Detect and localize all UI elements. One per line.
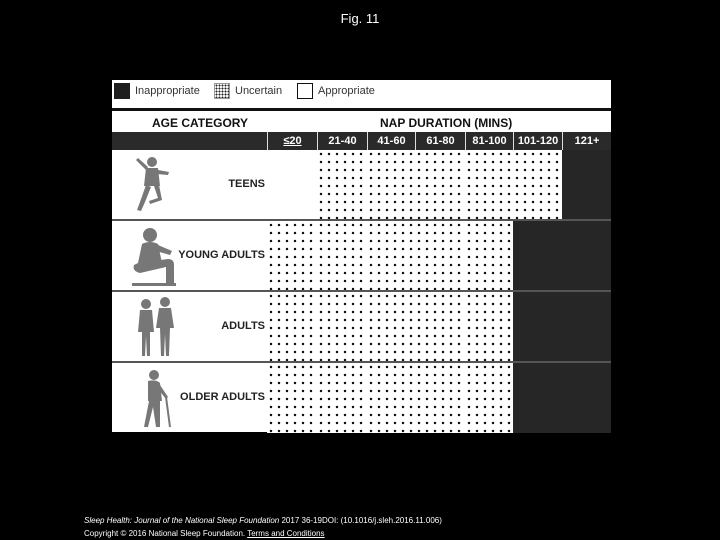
rating-cell-inappropriate bbox=[562, 150, 611, 220]
nap-duration-header: NAP DURATION (MINS) bbox=[380, 116, 513, 130]
rating-cell-uncertain bbox=[267, 292, 317, 362]
journal-name: Sleep Health: Journal of the National Sleep Foundation bbox=[84, 516, 280, 525]
legend-label: Inappropriate bbox=[135, 85, 200, 97]
rating-cell-inappropriate bbox=[562, 363, 611, 433]
terms-link[interactable]: Terms and Conditions bbox=[247, 529, 325, 538]
row-label: TEENS bbox=[228, 178, 265, 190]
row-label: ADULTS bbox=[221, 320, 265, 332]
rating-cell-inappropriate bbox=[513, 363, 562, 433]
rating-cell-uncertain bbox=[267, 363, 317, 433]
rating-cell-uncertain bbox=[267, 221, 317, 291]
duration-col-4: 81-100 bbox=[465, 132, 513, 150]
adult-couple-icon bbox=[134, 296, 178, 358]
rating-cell-inappropriate bbox=[562, 292, 611, 362]
citation: 2017 36-19DOI: (10.1016/j.sleh.2016.11.006) bbox=[279, 516, 442, 525]
older-adult-cane-icon bbox=[136, 367, 176, 429]
duration-col-0: ≤20 bbox=[267, 132, 317, 150]
rating-cell-uncertain bbox=[367, 221, 415, 291]
teen-jumping-icon bbox=[132, 154, 172, 216]
legend-item-inappropriate bbox=[114, 82, 200, 100]
rating-cell-inappropriate bbox=[513, 221, 562, 291]
young-adult-sitting-icon bbox=[128, 225, 180, 287]
rating-cell-appropriate bbox=[267, 150, 317, 220]
legend-label: Uncertain bbox=[235, 85, 283, 97]
duration-col-1: 21-40 bbox=[317, 132, 367, 150]
duration-col-6: 121+ bbox=[562, 132, 611, 150]
rating-cell-uncertain bbox=[465, 150, 513, 220]
table-row-older-adults bbox=[112, 363, 611, 433]
figure-caption bbox=[84, 516, 442, 525]
rating-cell-uncertain bbox=[415, 292, 465, 362]
rating-cell-uncertain bbox=[465, 292, 513, 362]
rating-cell-uncertain bbox=[415, 363, 465, 433]
nap-duration-figure bbox=[112, 80, 611, 432]
legend-divider bbox=[112, 108, 611, 111]
uncertain-swatch bbox=[214, 83, 230, 99]
inappropriate-swatch bbox=[114, 83, 130, 99]
legend-item-uncertain bbox=[214, 82, 282, 100]
rating-cell-uncertain bbox=[367, 363, 415, 433]
rating-cell-uncertain bbox=[465, 363, 513, 433]
legend bbox=[112, 80, 611, 102]
duration-col-3: 61-80 bbox=[415, 132, 465, 150]
copyright-line bbox=[84, 529, 325, 538]
table-row-teens bbox=[112, 150, 611, 220]
rating-cell-uncertain bbox=[317, 292, 367, 362]
rating-cell-uncertain bbox=[317, 221, 367, 291]
rating-cell-inappropriate bbox=[562, 221, 611, 291]
rating-cell-uncertain bbox=[465, 221, 513, 291]
rating-cell-uncertain bbox=[415, 150, 465, 220]
rating-cell-uncertain bbox=[317, 150, 367, 220]
table-row-young-adults bbox=[112, 221, 611, 291]
age-category-header: AGE CATEGORY bbox=[152, 116, 249, 130]
duration-col-2: 41-60 bbox=[367, 132, 415, 150]
legend-item-appropriate bbox=[297, 82, 375, 100]
appropriate-swatch bbox=[297, 83, 313, 99]
row-label: OLDER ADULTS bbox=[180, 391, 265, 403]
rating-cell-inappropriate bbox=[513, 292, 562, 362]
table-row-adults bbox=[112, 292, 611, 362]
rating-cell-uncertain bbox=[317, 363, 367, 433]
rating-cell-uncertain bbox=[367, 292, 415, 362]
duration-col-5: 101-120 bbox=[513, 132, 562, 150]
duration-header-row bbox=[112, 132, 611, 150]
copyright-text: Copyright © 2016 National Sleep Foundation. bbox=[84, 529, 248, 538]
rating-cell-uncertain bbox=[367, 150, 415, 220]
rating-cell-uncertain bbox=[415, 221, 465, 291]
rating-cell-uncertain bbox=[513, 150, 562, 220]
figure-title: Fig. 11 bbox=[340, 11, 380, 26]
row-label: YOUNG ADULTS bbox=[178, 249, 265, 261]
legend-label: Appropriate bbox=[318, 85, 375, 97]
